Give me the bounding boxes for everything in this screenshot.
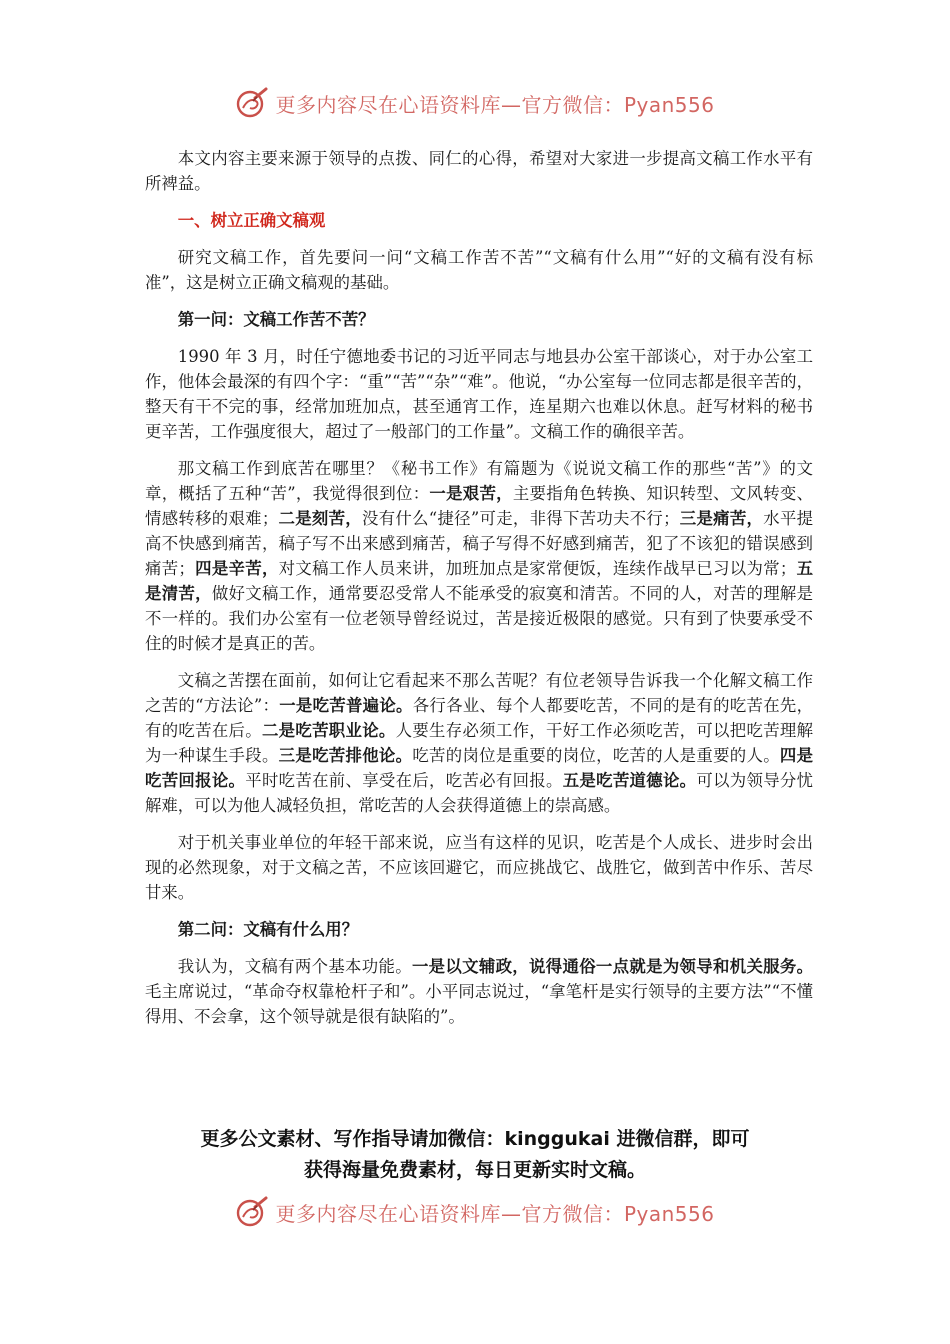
text-run: 毛主席说过，“革命夺权靠枪杆子和”。小平同志说过，“拿笔杆是实行领导的主要方法”“不懂得用、不会拿，这个领导就是很有缺陷的”。: [145, 982, 813, 1026]
bold-point: 三是痛苦，: [679, 509, 764, 528]
header-brand-text: 更多内容尽在心语资料库—官方微信：Pyan556: [275, 92, 715, 117]
intro-paragraph: 本文内容主要来源于领导的点拨、同仁的心得，希望对大家进一步提高文稿工作水平有所裨益。: [145, 149, 813, 193]
question-1-paragraph-1: 1990 年 3 月，时任宁德地委书记的习近平同志与地县办公室干部谈心，对于办公室工作，他体会最深的有四个字：“重”“苦”“杂”“难”。他说，“办公室每一位同志都是很辛苦的，整天有干不完的事，经常加班加点，甚至通宵工作，连星期六也难以休息。赶写材料的秘书更辛苦，工作强度很大，超过了一般部门的工作量”。文稿工作的确很辛苦。: [145, 347, 813, 441]
bold-point: 五是清苦，: [145, 559, 814, 603]
text-run: 主要指角色转换、知识转型、文风转变、情感转移的艰难；: [145, 484, 814, 528]
header-watermark: [0, 83, 950, 123]
text-run: 各行各业、每个人都要吃苦，不同的是有的吃苦在先，有的吃苦在后。: [145, 696, 814, 740]
text-run: 对文稿工作人员来讲，加班加点是家常便饭，连续作战早已习以为常；: [278, 559, 797, 578]
promo-banner: [120, 1124, 830, 1186]
bold-point: 一是以文辅政，说得通俗一点就是为领导和机关服务。: [411, 957, 814, 976]
promo-line-2: 获得海量免费素材，每日更新实时文稿。: [303, 1159, 646, 1181]
footer-brand-text: 更多内容尽在心语资料库—官方微信：Pyan556: [275, 1201, 715, 1226]
text-run: 做好文稿工作，通常要忍受常人不能承受的寂寞和清苦。不同的人，对苦的理解是不一样的。我们办公室有一位老领导曾经说过，苦是接近极限的感觉。只有到了快要承受不住的时候才是真正的苦。: [145, 584, 814, 653]
bold-point: 三是吃苦排他论。: [278, 746, 413, 765]
bold-point: 二是刻苦，: [278, 509, 362, 528]
bold-point: 一是艰苦，: [429, 484, 513, 503]
bold-point: 四是辛苦，: [194, 559, 279, 578]
text-run: 吃苦的岗位是重要的岗位，吃苦的人是重要的人。: [412, 746, 780, 765]
question-2-paragraph-1: [145, 954, 813, 1029]
pen-signature-icon: [235, 86, 269, 120]
bold-point: 四是吃苦回报论。: [145, 746, 814, 790]
text-run: 没有什么“捷径”可走，非得下苦功夫不行；: [362, 509, 680, 528]
question-1-paragraph-4: 对于机关事业单位的年轻干部来说，应当有这样的见识，吃苦是个人成长、进步时会出现的必然现象，对于文稿之苦，不应该回避它，而应挑战它、战胜它，做到苦中作乐、苦尽甘来。: [145, 833, 813, 902]
text-run: 文稿之苦摆在面前，如何让它看起来不那么苦呢？有位老领导告诉我一个化解文稿工作之苦的“方法论”：: [145, 671, 813, 715]
text-run: 水平提高不快感到痛苦，稿子写不出来感到痛苦，稿子写得不好感到痛苦，犯了不该犯的错误感到痛苦；: [145, 509, 814, 578]
bold-point: 二是吃苦职业论。: [261, 721, 396, 740]
question-1-paragraph-2: [145, 456, 813, 656]
text-run: 可以为领导分忧解难，可以为他人减轻负担，常吃苦的人会获得道德上的崇高感。: [145, 771, 814, 815]
text-run: 那文稿工作到底苦在哪里？《秘书工作》有篇题为《说说文稿工作的那些“苦”》的文章，概括了五种“苦”，我觉得很到位：: [145, 459, 813, 503]
footer-watermark: [0, 1192, 950, 1232]
section-heading: 一、树立正确文稿观: [177, 211, 326, 230]
section-intro-paragraph: 研究文稿工作，首先要问一问“文稿工作苦不苦”“文稿有什么用”“好的文稿有没有标准”，这是树立正确文稿观的基础。: [145, 248, 813, 292]
bold-point: 五是吃苦道德论。: [562, 771, 697, 790]
question-1-title: 第一问：文稿工作苦不苦？: [177, 310, 375, 329]
text-run: 我认为，文稿有两个基本功能。: [177, 957, 412, 976]
promo-line-1: 更多公文素材、写作指导请加微信：kinggukai 进微信群，即可: [200, 1128, 750, 1150]
question-2-title: 第二问：文稿有什么用？: [177, 920, 359, 939]
text-run: 人要生存必须工作，干好工作必须吃苦，可以把吃苦理解为一种谋生手段。: [145, 721, 814, 765]
question-1-paragraph-3: [145, 668, 813, 818]
pen-signature-icon: [235, 1195, 269, 1229]
text-run: 平时吃苦在前、享受在后，吃苦必有回报。: [245, 771, 563, 790]
article-body: [145, 146, 813, 1041]
bold-point: 一是吃苦普遍论。: [279, 696, 413, 715]
